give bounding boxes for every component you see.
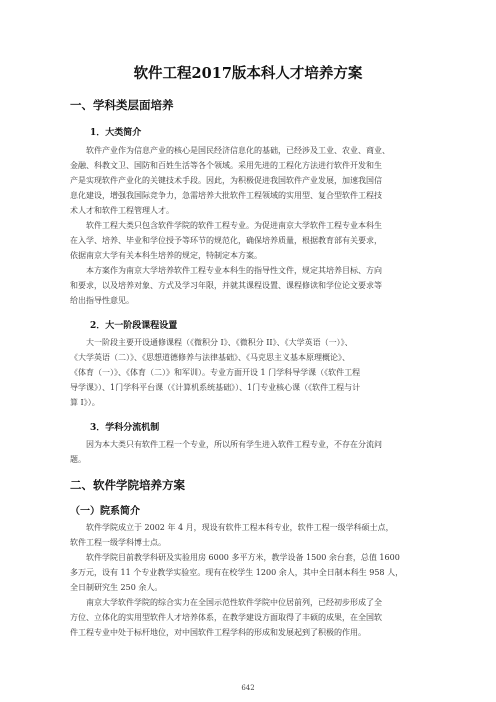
text-line: 多万元，设有 11 个专业教学实验室。现有在校学生 1200 余人，其中全日制本科生 958 人， (70, 568, 404, 577)
text-line: 南京大学软件学院的综合实力在全国示范性软件学院中位居前列，已经初步形成了全 (86, 598, 382, 607)
paragraph-2-1-c (70, 595, 428, 640)
text-line: 算 I》）。 (70, 398, 100, 407)
text-line: 全日制研究生 250 余人。 (70, 583, 163, 592)
paragraph-2-1-a (70, 520, 428, 550)
text-line: 方位、立体化的实用型软件人才培养体系，在教学建设方面取得了丰硕的成果，在全国软 (70, 613, 382, 622)
paragraph-1-1-a (70, 143, 428, 218)
page-number: 642 (241, 684, 255, 692)
text-line: 因为本大类只有软件工程一个专业，所以所有学生进入软件工程专业，不存在分流问 (86, 440, 382, 449)
text-line: 息化建设，增强我国际竞争力，急需培养大批软件工程领域的实用型、复合型软件工程技 (70, 191, 382, 200)
text-line: 本方案作为南京大学培养软件工程专业本科生的指导性文件，规定其培养目标、方向 (86, 266, 382, 275)
subsection-heading-2-1: （一）院系简介 (70, 506, 140, 517)
paragraph-2-1-b (70, 550, 428, 595)
text-line: 软件工程一级学科博士点。 (70, 538, 166, 547)
text-line: 《大学英语（二）》、《思想道德修养与法律基础》、《马克思主义基本原理概论》、 (70, 353, 350, 362)
text-line: 金融、科教文卫、国防和百姓生活等各个领域。采用先进的工程化方法进行软件开发和生 (70, 161, 382, 170)
text-line: 在入学、培养、毕业和学位授予等环节的规范化，确保培养质量，根据教育部有关要求， (70, 236, 382, 245)
text-line: 导学课》）、1门学科平台课（《计算机系统基础》）、1门专业核心课（《软件工程与计 (70, 383, 361, 392)
paragraph-1-1-b (70, 218, 428, 263)
paragraph-1-3 (70, 437, 428, 467)
text-line: 术人才和软件工程管理人才。 (70, 206, 174, 215)
subsection-heading-1-2: 2．大一阶段课程设置 (90, 321, 178, 331)
paragraph-1-2 (70, 335, 428, 410)
text-line: 软件学院成立于 2002 年 4 月，现设有软件工程本科专业，软件工程一级学科硕士点， (86, 523, 394, 532)
text-line: 软件学院目前教学科研及实验用房 6000 多平方米，教学设备 1500 余台套，总值 1600 (86, 553, 400, 562)
text-line: 软件工程大类只包含软件学院的软件工程专业。为促进南京大学软件工程专业本科生 (86, 221, 382, 230)
text-line: 题。 (70, 455, 86, 464)
text-line: 依据南京大学有关本科生培养的规定，特制定本方案。 (70, 251, 262, 260)
subsection-heading-1-1: 1．大类简介 (90, 128, 142, 138)
text-line: 件工程专业中处于标杆地位，对中国软件工程学科的形成和发展起到了积极的作用。 (70, 628, 366, 637)
text-line: 给出指导性意见。 (70, 296, 134, 305)
text-line: 《体育（一）》、《体育（二）》和军训）。专业方面开设 1 门学科导学课（《软件工程 (70, 368, 361, 377)
subsection-heading-1-3: 3．学科分流机制 (90, 423, 160, 433)
text-line: 大一阶段主要开设通修课程（《微积分 I》、《微积分 II》、《大学英语（一）》、 (86, 338, 353, 347)
paragraph-1-1-c (70, 263, 428, 308)
text-line: 软件产业作为信息产业的核心是国民经济信息化的基础，已经涉及工业、农业、商业、 (86, 146, 390, 155)
text-line: 产是实现软件产业化的关键技术手段。因此，为积极促进我国软件产业发展，加速我国信 (70, 176, 382, 185)
text-line: 和要求，以及培养对象、方式及学习年限，并就其课程设置、课程修读和学位论文要求等 (70, 281, 382, 290)
section-heading-2: 二、软件学院培养方案 (70, 478, 185, 492)
document-title: 软件工程2017版本科人才培养方案 (133, 65, 363, 82)
section-heading-1: 一、学科类层面培养 (70, 98, 174, 112)
